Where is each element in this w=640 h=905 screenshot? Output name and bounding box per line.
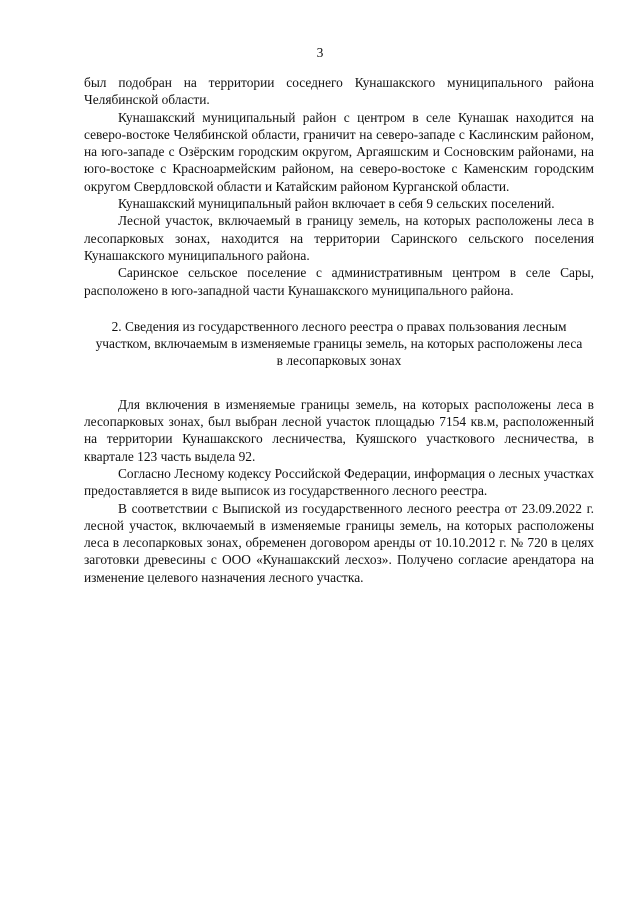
- paragraph-settlements-count: Кунашакский муниципальный район включает в себя 9 сельских поселений.: [118, 196, 555, 212]
- paragraph-sarinskoe-settlement: Саринское сельское поселение с административным центром в селе Сары, расположено в юго-западной части Кунашакского муниципального района.: [84, 265, 594, 298]
- document-body: [84, 74, 594, 586]
- page-number: 3: [316, 45, 324, 60]
- paragraph-continuation: был подобран на территории соседнего Кунашакского муниципального района Челябинской области.: [84, 75, 594, 108]
- paragraph-forest-code: Согласно Лесному кодексу Российской Федерации, информация о лесных участках предоставляется в виде выписок из государственного лесного реестра.: [84, 465, 594, 499]
- paragraph-lease-extract: В соответствии с Выпиской из государственного лесного реестра от 23.09.2022 г. лесной участок, включаемый в изменяемые границы земель, на которых расположены леса в лесопарковых зонах, обременен договором аренды от 10.10.2012 г. № 720 в целях заготовки древесины с ООО «Кунашакский лесхоз». Получено согласие арендатора на изменение целевого назначения лесного участка.: [84, 500, 594, 585]
- paragraph-plot-selection: Для включения в изменяемые границы земель, на которых расположены леса в лесопарковых зонах, был выбран лесной участок площадью 7154 кв.м, расположенный на территории Кунашакского лесничества, Куяшского участкового лесничества, в квартале 123 часть выдела 92.: [84, 396, 594, 464]
- section-heading: 2. Сведения из государственного лесного реестра о правах пользования лесным участком, включаемым в изменяемые границы земель, на которых расположены леса в лесопарковых зонах: [95, 318, 583, 369]
- paragraph-district-location: Кунашакский муниципальный район с центром в селе Кунашак находится на северо-востоке Челябинской области, граничит на северо-западе с Каслинским районом, на юго-западе с Озёрским городским округом, Аргаяшским и Сосновским районами, на юго-востоке с Красноармейским районом, на северо-востоке с Каменским городским округом Свердловской области и Катайским районом Курганской области.: [84, 109, 594, 194]
- paragraph-plot-location: Лесной участок, включаемый в границу земель, на которых расположены леса в лесопарковых зонах, находится на территории Саринского сельского поселения Кунашакского муниципального района.: [84, 213, 594, 263]
